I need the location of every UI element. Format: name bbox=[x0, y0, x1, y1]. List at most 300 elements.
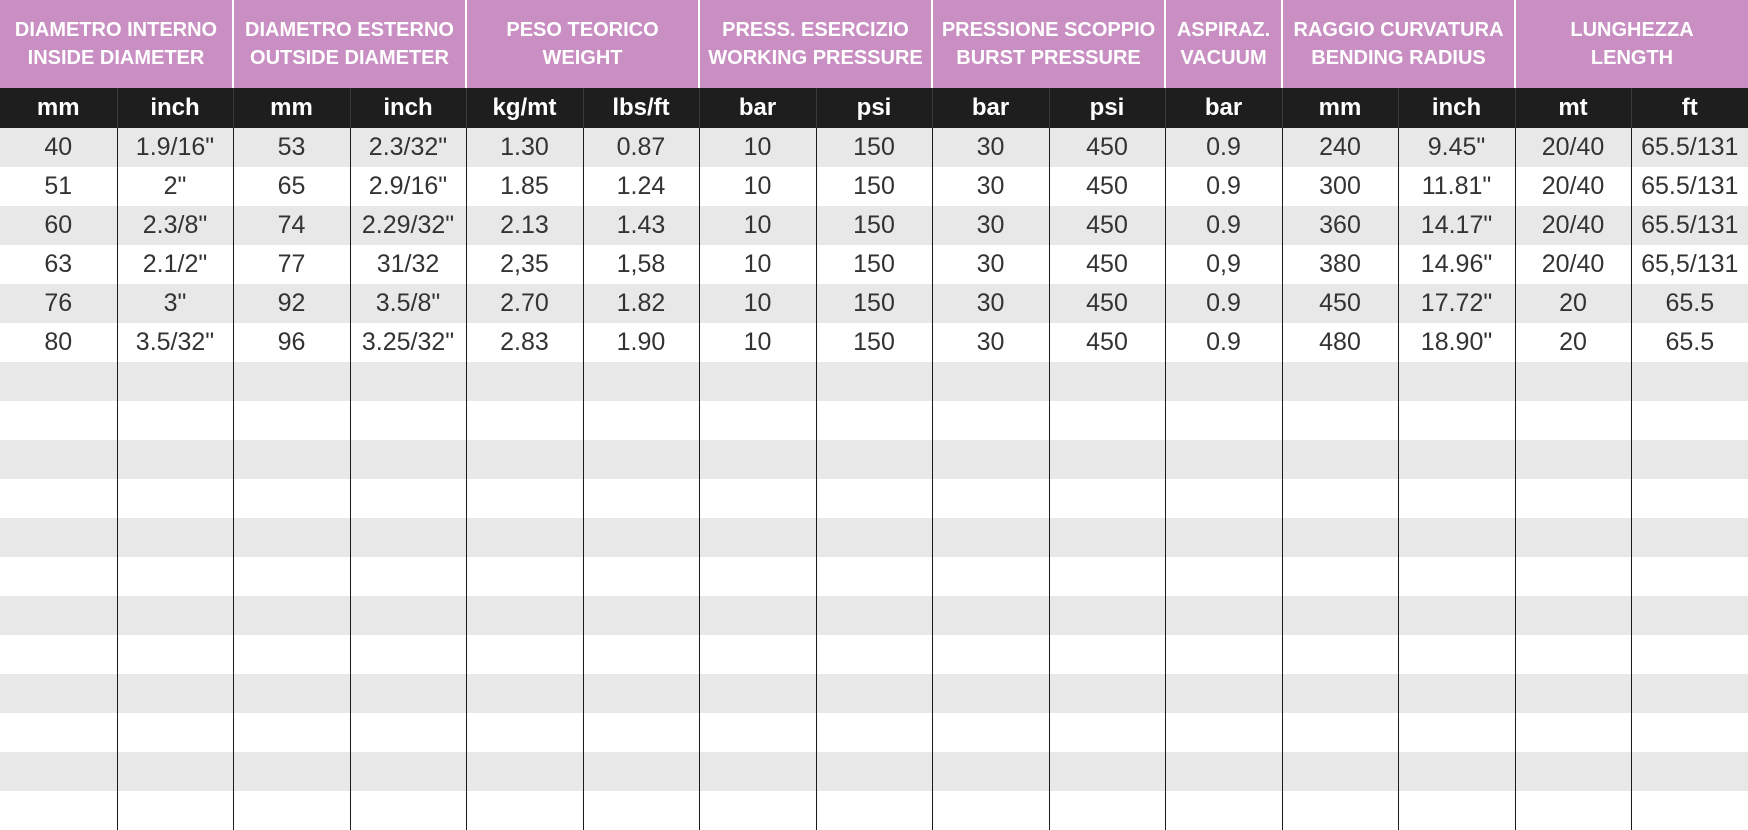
table-cell bbox=[1631, 479, 1748, 518]
group-header-english: VACUUM bbox=[1180, 47, 1267, 69]
table-cell bbox=[466, 518, 583, 557]
table-cell bbox=[932, 596, 1049, 635]
table-cell bbox=[1515, 557, 1631, 596]
table-cell bbox=[466, 479, 583, 518]
table-cell bbox=[1398, 479, 1515, 518]
table-cell bbox=[1165, 674, 1282, 713]
table-cell bbox=[1049, 479, 1165, 518]
table-cell bbox=[350, 791, 466, 830]
table-cell: 10 bbox=[699, 167, 816, 206]
table-cell: 1.90 bbox=[583, 323, 699, 362]
table-cell bbox=[466, 674, 583, 713]
table-cell: 0.87 bbox=[583, 128, 699, 167]
table-cell bbox=[699, 557, 816, 596]
table-cell bbox=[816, 752, 932, 791]
table-cell bbox=[0, 596, 117, 635]
table-cell bbox=[699, 401, 816, 440]
table-cell bbox=[233, 362, 350, 401]
group-header-english: BENDING RADIUS bbox=[1311, 47, 1486, 69]
table-cell bbox=[816, 791, 932, 830]
table-row bbox=[0, 362, 1748, 401]
table-cell: 360 bbox=[1282, 206, 1398, 245]
table-cell: 2.70 bbox=[466, 284, 583, 323]
table-cell: 74 bbox=[233, 206, 350, 245]
table-cell bbox=[1282, 635, 1398, 674]
table-cell bbox=[1282, 440, 1398, 479]
unit-header: psi bbox=[1049, 88, 1165, 128]
table-cell: 0.9 bbox=[1165, 323, 1282, 362]
table-cell bbox=[1165, 752, 1282, 791]
table-cell bbox=[1165, 635, 1282, 674]
table-cell: 2.3/8" bbox=[117, 206, 233, 245]
group-header-italian: DIAMETRO INTERNO bbox=[14, 19, 218, 41]
table-cell bbox=[466, 596, 583, 635]
table-cell bbox=[233, 752, 350, 791]
table-cell: 2.3/32" bbox=[350, 128, 466, 167]
table-cell bbox=[1282, 791, 1398, 830]
table-cell bbox=[466, 557, 583, 596]
table-cell: 20 bbox=[1515, 284, 1631, 323]
table-cell bbox=[932, 440, 1049, 479]
unit-header-row bbox=[0, 88, 1748, 128]
table-cell: 11.81" bbox=[1398, 167, 1515, 206]
table-cell bbox=[1282, 713, 1398, 752]
table-cell bbox=[816, 401, 932, 440]
unit-header: bar bbox=[932, 88, 1049, 128]
table-cell: 3.5/32" bbox=[117, 323, 233, 362]
table-cell: 380 bbox=[1282, 245, 1398, 284]
table-cell bbox=[1631, 713, 1748, 752]
table-row bbox=[0, 206, 1748, 245]
table-cell: 0.9 bbox=[1165, 284, 1282, 323]
table-cell: 2.13 bbox=[466, 206, 583, 245]
table-cell bbox=[1282, 752, 1398, 791]
table-cell bbox=[583, 362, 699, 401]
table-cell: 65.5 bbox=[1631, 323, 1748, 362]
table-cell: 450 bbox=[1049, 167, 1165, 206]
table-cell bbox=[583, 635, 699, 674]
table-cell bbox=[1515, 635, 1631, 674]
table-cell bbox=[932, 791, 1049, 830]
table-cell: 51 bbox=[44, 172, 73, 200]
table-cell bbox=[816, 713, 932, 752]
table-cell bbox=[1631, 362, 1748, 401]
table-cell: 14.17" bbox=[1398, 206, 1515, 245]
unit-header: psi bbox=[816, 88, 932, 128]
table-cell: 2" bbox=[117, 167, 233, 206]
table-cell bbox=[1165, 518, 1282, 557]
table-cell bbox=[932, 518, 1049, 557]
table-cell: 96 bbox=[233, 323, 350, 362]
table-cell bbox=[1165, 596, 1282, 635]
table-cell bbox=[233, 635, 350, 674]
table-row bbox=[0, 284, 1748, 323]
table-cell bbox=[1049, 440, 1165, 479]
table-cell bbox=[350, 401, 466, 440]
table-row bbox=[0, 557, 1748, 596]
table-cell bbox=[466, 791, 583, 830]
table-cell: 0.9 bbox=[1165, 128, 1282, 167]
table-cell: 30 bbox=[932, 323, 1049, 362]
table-cell: 450 bbox=[1049, 128, 1165, 167]
table-cell: 10 bbox=[699, 128, 816, 167]
unit-header: kg/mt bbox=[466, 88, 583, 128]
table-row bbox=[0, 440, 1748, 479]
table-cell bbox=[233, 674, 350, 713]
table-cell bbox=[583, 479, 699, 518]
table-cell bbox=[1049, 752, 1165, 791]
table-cell: 0.9 bbox=[1165, 206, 1282, 245]
table-cell bbox=[1398, 557, 1515, 596]
table-cell: 20/40 bbox=[1515, 245, 1631, 284]
table-cell: 1.24 bbox=[583, 167, 699, 206]
table-row bbox=[0, 245, 1748, 284]
table-cell bbox=[0, 635, 117, 674]
table-cell: 1.30 bbox=[466, 128, 583, 167]
table-cell: 450 bbox=[1049, 206, 1165, 245]
table-cell bbox=[699, 479, 816, 518]
group-header-english: WORKING PRESSURE bbox=[708, 47, 923, 69]
table-cell bbox=[816, 557, 932, 596]
table-cell bbox=[350, 479, 466, 518]
table-body bbox=[0, 128, 1748, 830]
table-cell bbox=[932, 635, 1049, 674]
group-header-english: WEIGHT bbox=[542, 47, 623, 69]
table-row bbox=[0, 479, 1748, 518]
table-cell bbox=[117, 635, 233, 674]
table-cell bbox=[1398, 635, 1515, 674]
table-cell bbox=[1515, 401, 1631, 440]
table-cell bbox=[1049, 791, 1165, 830]
table-cell bbox=[350, 596, 466, 635]
table-cell bbox=[233, 479, 350, 518]
table-cell bbox=[0, 674, 117, 713]
table-cell: 10 bbox=[699, 245, 816, 284]
table-cell bbox=[1631, 752, 1748, 791]
table-cell bbox=[1049, 362, 1165, 401]
group-header-english: INSIDE DIAMETER bbox=[27, 47, 205, 69]
table-cell bbox=[699, 791, 816, 830]
table-cell: 1.82 bbox=[583, 284, 699, 323]
table-cell: 2,35 bbox=[466, 245, 583, 284]
table-cell: 240 bbox=[1282, 128, 1398, 167]
table-cell: 450 bbox=[1282, 284, 1398, 323]
table-cell bbox=[583, 440, 699, 479]
table-cell bbox=[1398, 596, 1515, 635]
group-header-italian: PESO TEORICO bbox=[506, 19, 659, 41]
table-cell bbox=[0, 362, 117, 401]
table-row bbox=[0, 713, 1748, 752]
table-cell bbox=[1165, 713, 1282, 752]
table-cell bbox=[1631, 596, 1748, 635]
table-cell: 30 bbox=[932, 167, 1049, 206]
table-cell bbox=[1398, 752, 1515, 791]
table-cell: 65 bbox=[233, 167, 350, 206]
group-header bbox=[466, 0, 699, 88]
table-cell: 30 bbox=[932, 206, 1049, 245]
table-cell bbox=[583, 596, 699, 635]
table-cell bbox=[0, 752, 117, 791]
table-cell bbox=[1282, 401, 1398, 440]
table-cell bbox=[1282, 479, 1398, 518]
table-cell bbox=[117, 401, 233, 440]
table-cell: 65.5/131 bbox=[1631, 206, 1748, 245]
table-cell bbox=[1165, 557, 1282, 596]
table-cell: 150 bbox=[816, 284, 932, 323]
table-cell: 18.90" bbox=[1398, 323, 1515, 362]
table-cell: 10 bbox=[699, 206, 816, 245]
table-cell: 65.5/131 bbox=[1631, 128, 1748, 167]
group-header-english: OUTSIDE DIAMETER bbox=[250, 47, 449, 69]
table-row bbox=[0, 596, 1748, 635]
table-cell: 77 bbox=[233, 245, 350, 284]
group-header bbox=[1282, 0, 1515, 88]
table-cell bbox=[466, 635, 583, 674]
table-cell: 1.43 bbox=[583, 206, 699, 245]
table-row bbox=[0, 674, 1748, 713]
table-cell bbox=[117, 479, 233, 518]
table-cell bbox=[583, 518, 699, 557]
table-cell bbox=[117, 557, 233, 596]
table-cell bbox=[1282, 557, 1398, 596]
unit-header: inch bbox=[1398, 88, 1515, 128]
table-cell: 53 bbox=[233, 128, 350, 167]
table-cell bbox=[1631, 518, 1748, 557]
table-cell bbox=[117, 362, 233, 401]
table-cell bbox=[0, 401, 117, 440]
table-cell: 150 bbox=[816, 128, 932, 167]
table-cell: 63 bbox=[44, 250, 73, 278]
table-cell bbox=[350, 518, 466, 557]
table-cell bbox=[0, 557, 117, 596]
table-cell bbox=[1515, 674, 1631, 713]
table-cell bbox=[117, 752, 233, 791]
table-cell: 2.1/2" bbox=[117, 245, 233, 284]
table-cell: 150 bbox=[816, 245, 932, 284]
table-cell bbox=[466, 362, 583, 401]
table-cell bbox=[1282, 362, 1398, 401]
table-cell bbox=[1282, 518, 1398, 557]
table-cell: 40 bbox=[44, 133, 73, 161]
table-cell: 10 bbox=[699, 284, 816, 323]
table-cell bbox=[699, 674, 816, 713]
table-cell bbox=[1049, 635, 1165, 674]
table-row bbox=[0, 167, 1748, 206]
table-cell bbox=[0, 518, 117, 557]
table-cell bbox=[816, 518, 932, 557]
table-cell bbox=[0, 479, 117, 518]
table-cell bbox=[699, 752, 816, 791]
table-row bbox=[0, 635, 1748, 674]
table-cell: 150 bbox=[816, 323, 932, 362]
table-cell bbox=[583, 557, 699, 596]
table-cell: 65.5 bbox=[1631, 284, 1748, 323]
table-cell bbox=[1631, 791, 1748, 830]
table-cell: 480 bbox=[1282, 323, 1398, 362]
table-cell bbox=[1631, 440, 1748, 479]
table-cell bbox=[932, 752, 1049, 791]
table-cell bbox=[932, 479, 1049, 518]
table-cell: 450 bbox=[1049, 245, 1165, 284]
unit-header: mm bbox=[0, 88, 117, 128]
group-header-english: BURST PRESSURE bbox=[956, 47, 1141, 69]
group-header-english: LENGTH bbox=[1590, 47, 1674, 69]
unit-header: lbs/ft bbox=[583, 88, 699, 128]
table-cell bbox=[1515, 518, 1631, 557]
table-row bbox=[0, 791, 1748, 830]
table-row bbox=[0, 752, 1748, 791]
table-cell bbox=[350, 674, 466, 713]
table-row bbox=[0, 518, 1748, 557]
group-header bbox=[932, 0, 1165, 88]
table-cell bbox=[233, 596, 350, 635]
table-cell bbox=[699, 440, 816, 479]
table-cell bbox=[117, 440, 233, 479]
table-cell: 76 bbox=[44, 289, 73, 317]
table-cell bbox=[1398, 791, 1515, 830]
table-cell: 30 bbox=[932, 128, 1049, 167]
unit-header: bar bbox=[699, 88, 816, 128]
table-cell: 17.72" bbox=[1398, 284, 1515, 323]
table-cell bbox=[1515, 596, 1631, 635]
table-cell bbox=[117, 596, 233, 635]
table-cell bbox=[1398, 401, 1515, 440]
table-cell bbox=[350, 362, 466, 401]
group-header-italian: LUNGHEZZA bbox=[1570, 19, 1694, 41]
table-cell bbox=[1515, 752, 1631, 791]
table-cell bbox=[1398, 713, 1515, 752]
table-cell bbox=[816, 674, 932, 713]
table-cell bbox=[1049, 557, 1165, 596]
table-cell bbox=[0, 440, 117, 479]
table-cell bbox=[816, 635, 932, 674]
table-cell bbox=[0, 713, 117, 752]
table-cell bbox=[932, 674, 1049, 713]
table-cell bbox=[233, 557, 350, 596]
unit-header: mm bbox=[1282, 88, 1398, 128]
table-cell bbox=[1049, 596, 1165, 635]
table-cell: 92 bbox=[233, 284, 350, 323]
table-cell bbox=[466, 713, 583, 752]
table-cell bbox=[1165, 362, 1282, 401]
table-cell bbox=[117, 674, 233, 713]
table-cell: 0.9 bbox=[1165, 167, 1282, 206]
table-cell bbox=[0, 791, 117, 830]
group-header-italian: PRESS. ESERCIZIO bbox=[722, 19, 909, 41]
table-cell bbox=[466, 401, 583, 440]
table-cell bbox=[932, 401, 1049, 440]
group-header bbox=[0, 0, 233, 88]
table-cell bbox=[350, 635, 466, 674]
table-cell bbox=[1165, 401, 1282, 440]
table-cell bbox=[699, 635, 816, 674]
table-cell bbox=[1165, 479, 1282, 518]
table-cell bbox=[1515, 791, 1631, 830]
table-cell bbox=[1631, 557, 1748, 596]
table-cell bbox=[1398, 440, 1515, 479]
table-cell bbox=[233, 401, 350, 440]
table-cell: 60 bbox=[44, 211, 73, 239]
table-cell bbox=[466, 752, 583, 791]
unit-header: bar bbox=[1165, 88, 1282, 128]
table-cell: 65,5/131 bbox=[1631, 245, 1748, 284]
table-cell: 65.5/131 bbox=[1631, 167, 1748, 206]
table-cell: 3.25/32" bbox=[350, 323, 466, 362]
table-cell bbox=[117, 713, 233, 752]
table-cell bbox=[932, 557, 1049, 596]
table-cell bbox=[816, 440, 932, 479]
table-row bbox=[0, 401, 1748, 440]
unit-header: ft bbox=[1631, 88, 1748, 128]
table-cell bbox=[583, 713, 699, 752]
unit-header: inch bbox=[117, 88, 233, 128]
table-cell bbox=[1282, 674, 1398, 713]
table-cell bbox=[233, 791, 350, 830]
table-cell bbox=[1049, 713, 1165, 752]
table-cell: 150 bbox=[816, 167, 932, 206]
table-cell: 20 bbox=[1515, 323, 1631, 362]
table-cell: 2.9/16" bbox=[350, 167, 466, 206]
table-cell: 2.83 bbox=[466, 323, 583, 362]
table-cell bbox=[1398, 674, 1515, 713]
table-cell bbox=[1049, 401, 1165, 440]
unit-header: inch bbox=[350, 88, 466, 128]
table-cell bbox=[117, 518, 233, 557]
table-cell bbox=[932, 362, 1049, 401]
table-cell: 10 bbox=[699, 323, 816, 362]
table-cell: 300 bbox=[1282, 167, 1398, 206]
table-cell: 450 bbox=[1049, 323, 1165, 362]
table-cell: 1,58 bbox=[583, 245, 699, 284]
table-cell: 30 bbox=[932, 284, 1049, 323]
table-cell: 0,9 bbox=[1165, 245, 1282, 284]
table-cell bbox=[233, 518, 350, 557]
group-header-italian: RAGGIO CURVATURA bbox=[1293, 19, 1504, 41]
table-cell bbox=[583, 752, 699, 791]
table-cell bbox=[699, 596, 816, 635]
table-cell: 9.45" bbox=[1398, 128, 1515, 167]
table-cell bbox=[350, 440, 466, 479]
table-cell: 1.9/16" bbox=[117, 128, 233, 167]
group-header bbox=[699, 0, 932, 88]
group-header bbox=[233, 0, 466, 88]
group-header bbox=[1165, 0, 1282, 88]
group-header-italian: DIAMETRO ESTERNO bbox=[245, 19, 454, 41]
table-cell bbox=[1515, 713, 1631, 752]
table-cell: 1.85 bbox=[466, 167, 583, 206]
table-cell bbox=[1049, 518, 1165, 557]
table-cell bbox=[1165, 791, 1282, 830]
table-cell bbox=[1631, 674, 1748, 713]
table-cell bbox=[350, 752, 466, 791]
table-row bbox=[0, 128, 1748, 167]
table-cell bbox=[583, 674, 699, 713]
table-cell bbox=[1631, 635, 1748, 674]
group-header bbox=[1515, 0, 1748, 88]
table-cell: 20/40 bbox=[1515, 167, 1631, 206]
table-cell bbox=[816, 362, 932, 401]
table-cell: 450 bbox=[1049, 284, 1165, 323]
table-cell bbox=[583, 401, 699, 440]
table-cell: 31/32 bbox=[350, 245, 466, 284]
table-row bbox=[0, 323, 1748, 362]
table-cell: 3" bbox=[117, 284, 233, 323]
table-cell bbox=[1515, 479, 1631, 518]
table-cell bbox=[816, 596, 932, 635]
table-cell bbox=[932, 713, 1049, 752]
group-header-italian: ASPIRAZ. bbox=[1176, 19, 1271, 41]
unit-header: mt bbox=[1515, 88, 1631, 128]
